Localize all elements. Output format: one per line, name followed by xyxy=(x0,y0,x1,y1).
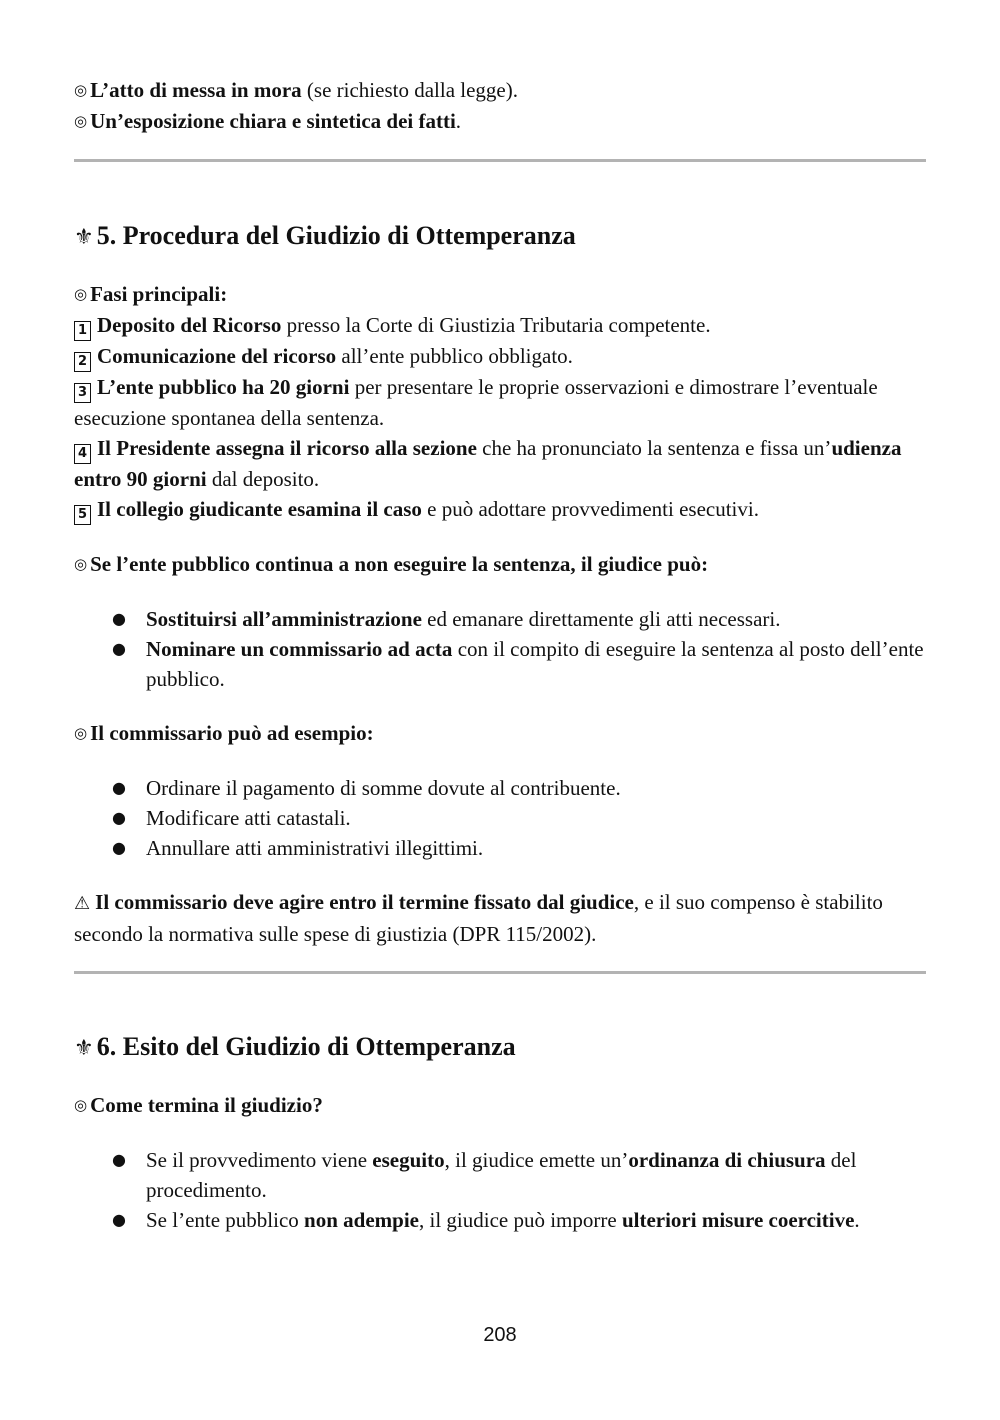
number-1-icon: 1 xyxy=(74,321,91,341)
commissioner-examples-list xyxy=(74,773,926,863)
bullet-dot-icon: ● xyxy=(112,808,126,827)
fleur-de-lis-icon: ⚜ xyxy=(74,224,94,249)
step-item: 5 Il collegio giudicante esamina il caso e può adottare provvedimenti esecutivi. xyxy=(74,494,926,525)
bullet-icon: ◎ xyxy=(74,114,88,130)
section-divider xyxy=(74,971,926,974)
bullet-icon: ◎ xyxy=(74,287,88,303)
step-item: 1 Deposito del Ricorso presso la Corte di Giustizia Tributaria competente. xyxy=(74,310,926,341)
section-heading: ⚜ 5. Procedura del Giudizio di Ottemperanza xyxy=(74,219,926,254)
warning-icon: ⚠ xyxy=(74,893,91,914)
number-3-icon: 3 xyxy=(74,383,91,403)
list-item: ● Ordinare il pagamento di somme dovute al contribuente. xyxy=(74,773,926,803)
page-content xyxy=(74,75,926,1259)
step-item: 2 Comunicazione del ricorso all’ente pubblico obbligato. xyxy=(74,341,926,372)
list-item: ● Se l’ente pubblico non adempie, il giudice può imporre ulteriori misure coercitive. xyxy=(74,1205,926,1235)
bullet-dot-icon: ● xyxy=(112,609,126,628)
requirement-line: ◎ Un’esposizione chiara e sintetica dei fatti. xyxy=(74,106,926,137)
list-item: ● Sostituirsi all’amministrazione ed emanare direttamente gli atti necessari. xyxy=(74,604,926,634)
outcome-list xyxy=(74,1145,926,1235)
step-item: 4 Il Presidente assegna il ricorso alla sezione che ha pronunciato la sentenza e fissa un’udienza entro 90 giorni dal deposito. xyxy=(74,436,902,491)
bullet-icon: ◎ xyxy=(74,83,88,99)
warning-note: ⚠ Il commissario deve agire entro il termine fissato dal giudice, e il suo compenso è stabilito secondo la normativa sulle spese di giustizia (DPR 115/2002). xyxy=(74,890,883,946)
bullet-dot-icon: ● xyxy=(112,778,126,797)
number-2-icon: 2 xyxy=(74,352,91,372)
judge-label: ◎ Se l’ente pubblico continua a non eseguire la sentenza, il giudice può: xyxy=(74,549,926,580)
list-item: ● Annullare atti amministrativi illegittimi. xyxy=(74,833,926,863)
section-divider xyxy=(74,159,926,162)
bullet-icon: ◎ xyxy=(74,1098,88,1114)
list-item: ● Modificare atti catastali. xyxy=(74,803,926,833)
list-item: ● Nominare un commissario ad acta con il compito di eseguire la sentenza al posto dell’ente pubblico. xyxy=(74,634,926,694)
number-4-icon: 4 xyxy=(74,444,91,464)
question-label: ◎ Come termina il giudizio? xyxy=(74,1090,926,1121)
phases-label: ◎ Fasi principali: xyxy=(74,279,926,310)
judge-options-list xyxy=(74,604,926,694)
bullet-dot-icon: ● xyxy=(112,639,126,658)
bullet-dot-icon: ● xyxy=(112,1150,126,1169)
bullet-icon: ◎ xyxy=(74,557,88,573)
step-item: 3 L’ente pubblico ha 20 giorni per presentare le proprie osservazioni e dimostrare l’eventuale esecuzione spontanea della sentenza. xyxy=(74,375,878,430)
commissioner-label: ◎ Il commissario può ad esempio: xyxy=(74,718,926,749)
list-item: ● Se il provvedimento viene eseguito, il giudice emette un’ordinanza di chiusura del procedimento. xyxy=(74,1145,926,1205)
bullet-icon: ◎ xyxy=(74,726,88,742)
page-number: 208 xyxy=(483,1324,517,1346)
fleur-de-lis-icon: ⚜ xyxy=(74,1035,94,1060)
bullet-dot-icon: ● xyxy=(112,1210,126,1229)
requirement-line: ◎ L’atto di messa in mora (se richiesto dalla legge). xyxy=(74,75,926,106)
section-heading: ⚜ 6. Esito del Giudizio di Ottemperanza xyxy=(74,1030,926,1065)
number-5-icon: 5 xyxy=(74,505,91,525)
bullet-dot-icon: ● xyxy=(112,838,126,857)
